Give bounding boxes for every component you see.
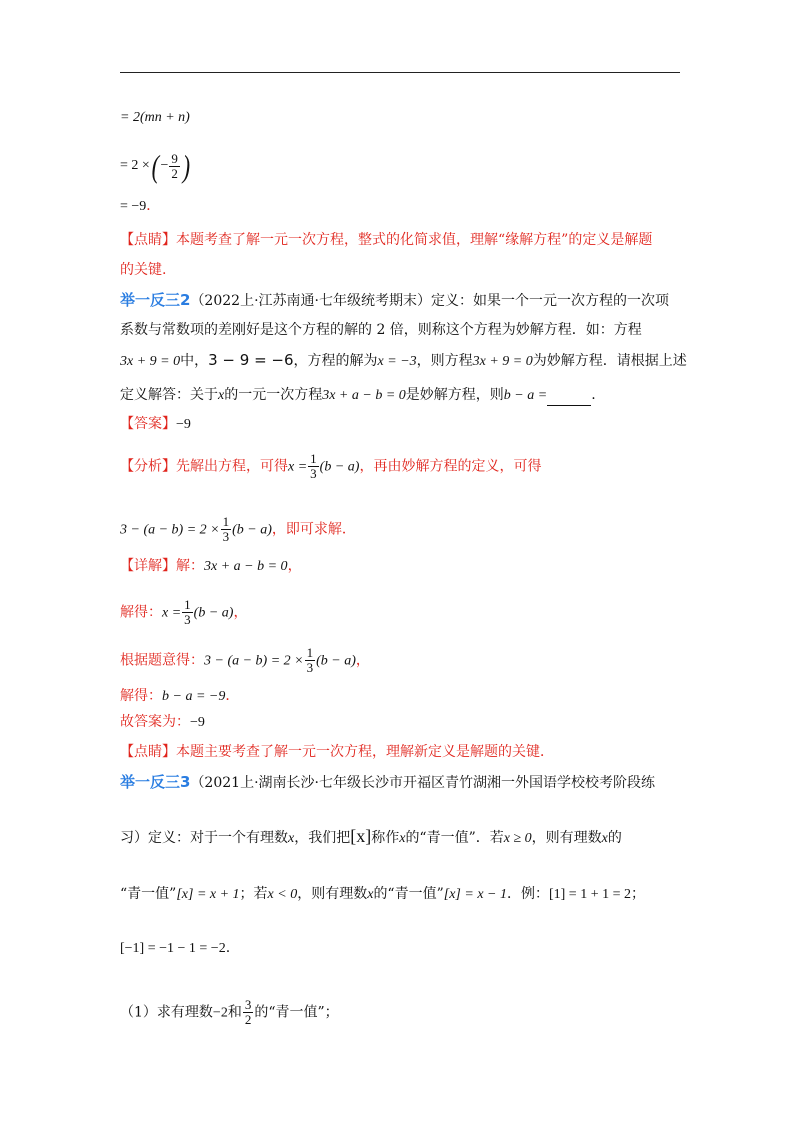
detail-2-line-5: 故答案为：−9 <box>120 714 205 730</box>
header-rule <box>120 72 680 73</box>
detail-2-line-2: 解得：x = $\frac{1}{3}$ (b − a)， <box>120 597 248 627</box>
example-3-question-1: （1）求有理数−2和 $\frac{3}{2}$ 的“青一值”； <box>120 997 339 1027</box>
detail-2-line-1: 【详解】解：3x + a − b = 0， <box>120 558 302 574</box>
example-3-line-3: “青一值”[x] = x + 1；若x < 0，则有理数x的“青一值”[x] = x − 1．例：[1] = 1 + 1 = 2； <box>120 886 645 902</box>
analysis-2-line-1: 【分析】先解出方程，可得x = $\frac{1}{3}$ (b − a)，再由妙解方程的定义，可得 <box>120 451 542 481</box>
detail-2-line-3: 根据题意得：3 − (a − b) = 2 × $\frac{1}{3}$ (b − a)， <box>120 645 370 675</box>
tip-tag: 【点睛】 <box>120 232 176 248</box>
answer-blank <box>547 391 591 406</box>
calc-line-3: = −9． <box>120 198 161 214</box>
calc-line-1: = 2(mn + n) <box>120 110 190 125</box>
tip-1-line-1: 【点睛】本题考查了解一元一次方程，整式的化简求值，理解“缘解方程”的定义是解题 <box>120 232 653 248</box>
example-2-line-3: 3x + 9 = 0中，3 − 9 = −6，方程的解为x = −3，则方程3x + 9 = 0为妙解方程．请根据上述 <box>120 351 687 369</box>
example-3-line-2: 习）定义：对于一个有理数x，我们把[x]称作x的“青一值”．若x ≥ 0，则有理数x的 <box>120 826 622 846</box>
example-2-line-4: 定义解答：关于x的一元一次方程3x + a − b = 0是妙解方程，则b − a = . <box>120 385 596 406</box>
answer-2: 【答案】−9 <box>120 416 191 432</box>
analysis-2-line-2: 3 − (a − b) = 2 × $\frac{1}{3}$ (b − a)，即可求解． <box>120 514 356 544</box>
example-3-line-1: 举一反三3（2021上·湖南长沙·七年级长沙市开福区青竹湖湘一外国语学校校考阶段练 <box>120 773 655 791</box>
detail-2-line-4: 解得：b − a = −9． <box>120 688 240 704</box>
example-3-line-4: [−1] = −1 − 1 = −2. <box>120 940 231 956</box>
example-label: 举一反三3 <box>120 773 191 791</box>
example-label: 举一反三2 <box>120 291 191 309</box>
example-2-line-2: 系数与常数项的差刚好是这个方程的解的 2 倍，则称这个方程为妙解方程．如：方程 <box>120 322 642 338</box>
tip-1-line-2: 的关键. <box>120 262 167 278</box>
example-2-line-1: 举一反三2（2022上·江苏南通·七年级统考期末）定义：如果一个一元一次方程的一次项 <box>120 291 669 309</box>
tip-2: 【点睛】本题主要考查了解一元一次方程，理解新定义是解题的关键． <box>120 744 554 760</box>
calc-line-2: = 2 ×( − $\frac{9}{2}$ ) <box>120 148 190 184</box>
